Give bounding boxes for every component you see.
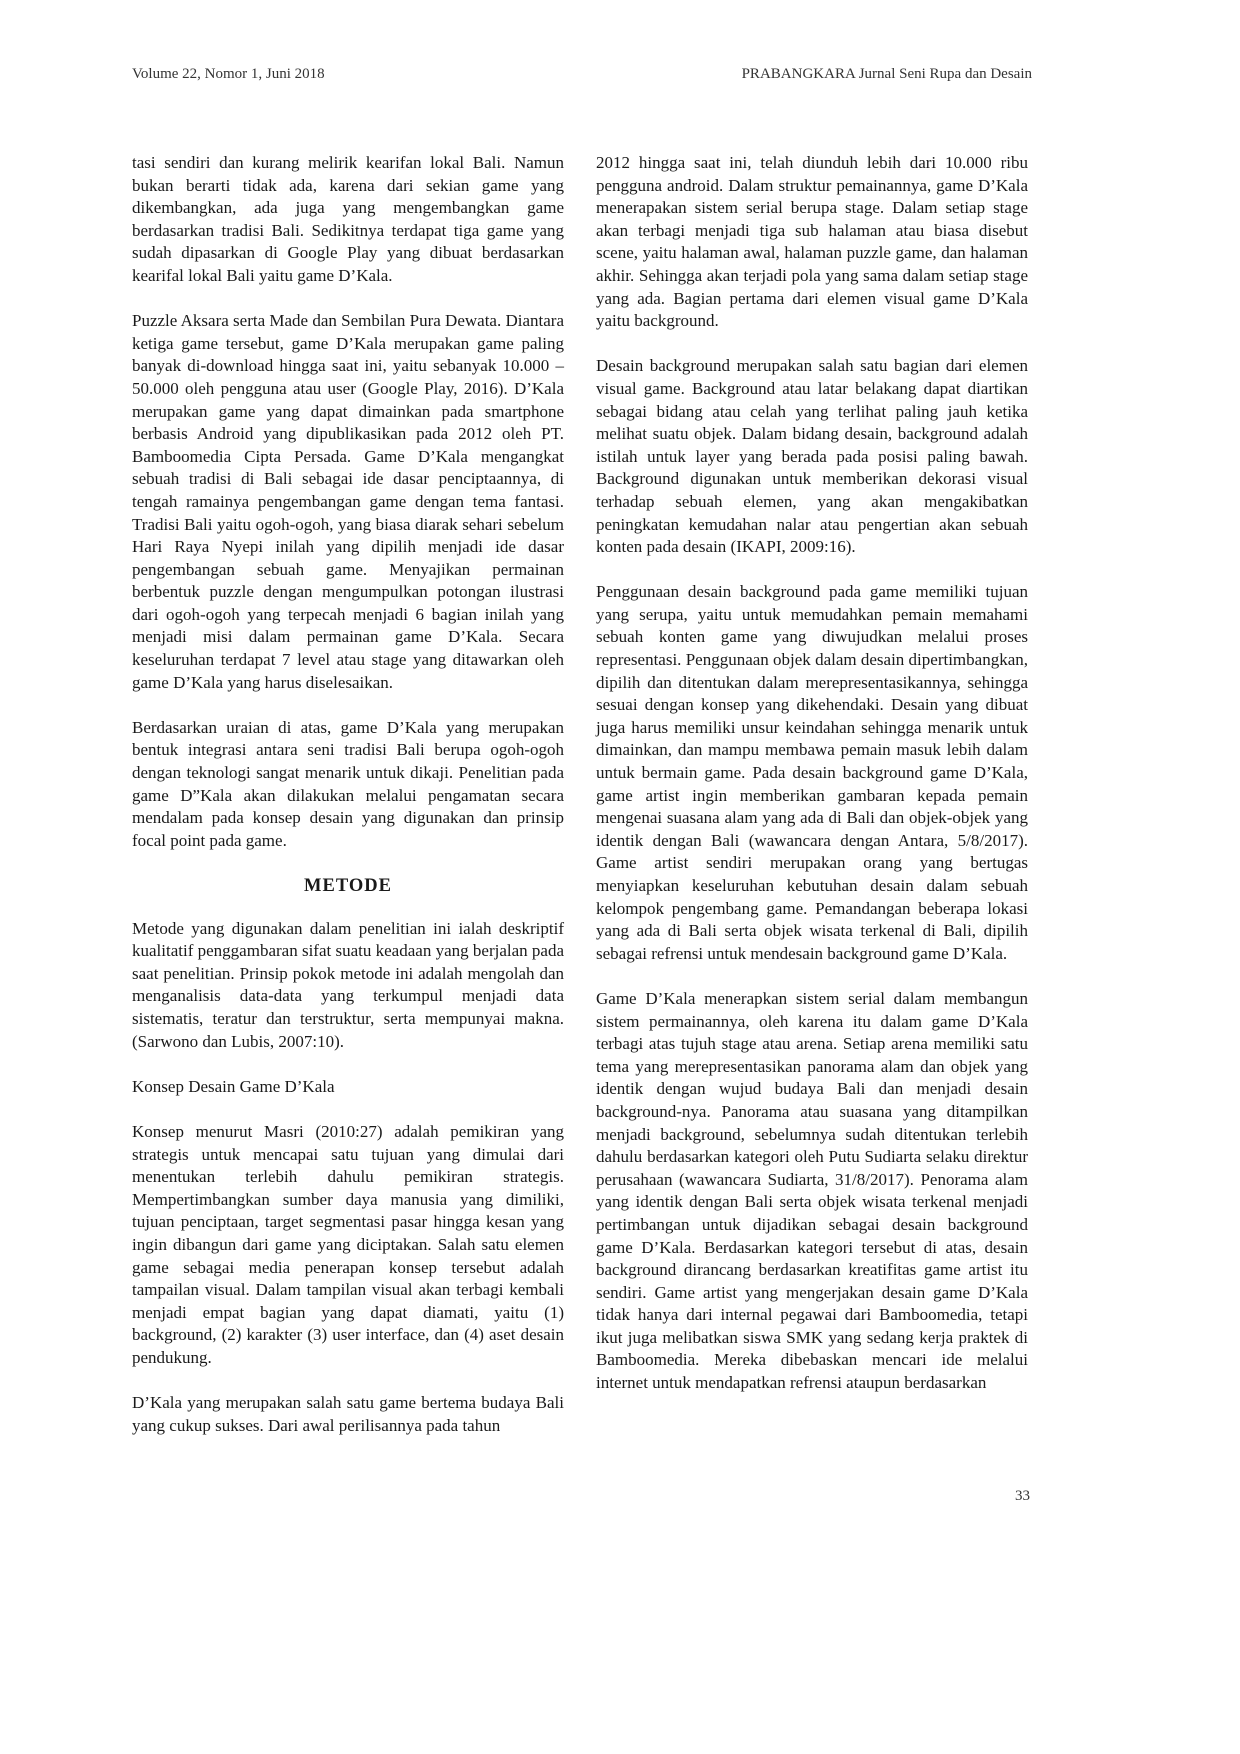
journal-volume: Volume 22, Nomor 1, Juni 2018 <box>132 66 325 82</box>
right-column <box>596 152 1028 1395</box>
page-number: 33 <box>1015 1488 1030 1504</box>
paragraph: Puzzle Aksara serta Made dan Sembilan Pura Dewata. Diantara ketiga game tersebut, game D’Kala merupakan game paling banyak di-download hingga saat ini, yaitu sebanyak 10.000 – 50.000 oleh pengguna atau user (Google Play, 2016). D’Kala merupakan game yang dapat dimainkan pada smartphone berbasis Android yang dipublikasikan pada 2012 oleh PT. Bamboomedia Cipta Persada. Game D’Kala mengangkat sebuah tradisi di Bali sebagai ide dasar penciptaannya, di tengah ramainya pengembangan game dengan tema fantasi. Tradisi Bali yaitu ogoh-ogoh, yang biasa diarak sehari sebelum Hari Raya Nyepi inilah yang dipilih menjadi ide dasar pengembangan sebuah game. Menyajikan permainan berbentuk puzzle dengan mengumpulkan potongan ilustrasi dari ogoh-ogoh yang terpecah menjadi 6 bagian inilah yang menjadi misi dalam permainan game D’Kala. Secara keseluruhan terdapat 7 level atau stage yang ditawarkan oleh game D’Kala yang harus diselesaikan. <box>132 311 564 692</box>
paragraph: 2012 hingga saat ini, telah diunduh lebih dari 10.000 ribu pengguna android. Dalam struktur pemainannya, game D’Kala menerapakan sistem serial berupa stage. Dalam setiap stage akan terbagi menjadi tiga sub halaman atau biasa disebut scene, yaitu halaman awal, halaman puzzle game, dan halaman akhir. Sehingga akan terjadi pola yang sama dalam setiap stage yang ada. Bagian pertama dari elemen visual game D’Kala yaitu background. <box>596 153 1028 331</box>
paragraph: tasi sendiri dan kurang melirik kearifan lokal Bali. Namun bukan berarti tidak ada, karena dari sekian game yang dikembangkan, ada juga yang mengembangkan game berdasarkan tradisi Bali. Sedikitnya terdapat tiga game yang sudah dipasarkan di Google Play yang dibuat berdasarkan kearifal lokal Bali yaitu game D’Kala. <box>132 153 564 285</box>
paragraph: Berdasarkan uraian di atas, game D’Kala yang merupakan bentuk integrasi antara seni tradisi Bali berupa ogoh-ogoh dengan teknologi sangat menarik untuk dikaji. Penelitian pada game D”Kala akan dilakukan melalui pengamatan secara mendalam pada konsep desain yang digunakan dan prinsip focal point pada game. <box>132 717 564 850</box>
journal-title: PRABANGKARA Jurnal Seni Rupa dan Desain <box>741 66 1032 82</box>
paragraph: Metode yang digunakan dalam penelitian ini ialah deskriptif kualitatif penggambaran sifat suatu keadaan yang berjalan pada saat penelitian. Prinsip pokok metode ini adalah mengolah dan menganalisis data-data yang terkumpul menjadi data sistematis, teratur dan terstruktur, serta mempunyai makna. (Sarwono dan Lubis, 2007:10). <box>132 918 564 1051</box>
paragraph: Konsep menurut Masri (2010:27) adalah pemikiran yang strategis untuk mencapai satu tujuan yang dimulai dari menentukan terlebih dahulu pemikiran strategis. Mempertimbangkan sumber daya manusia yang dimiliki, tujuan penciptaan, target segmentasi pasar hingga kesan yang ingin dibangun dari game yang diciptakan. Salah satu elemen game sebagai media penerapan konsep tersebut adalah tampailan visual. Dalam tampilan visual akan terbagi kembali menjadi empat bagian yang dapat diamati, yaitu (1) background, (2) karakter (3) user interface, dan (4) aset desain pendukung. <box>132 1121 564 1367</box>
left-column <box>132 152 564 1437</box>
paragraph: Desain background merupakan salah satu bagian dari elemen visual game. Background atau latar belakang dapat diartikan sebagai bidang atau celah yang terlihat paling jauh ketika melihat suatu objek. Dalam bidang desain, background adalah istilah untuk layer yang berada pada posisi paling bawah. Background digunakan untuk memberikan dekorasi visual terhadap sebuah elemen, yang akan mengakibatkan peningkatan kemudahan nalar atau pengertian akan sebuah konten pada desain (IKAPI, 2009:16). <box>596 356 1028 557</box>
paragraph: D’Kala yang merupakan salah satu game bertema budaya Bali yang cukup sukses. Dari awal perilisannya pada tahun <box>132 1393 564 1435</box>
subsection-heading: Konsep Desain Game D’Kala <box>132 1076 335 1096</box>
section-heading: METODE <box>304 876 392 896</box>
paragraph: Penggunaan desain background pada game memiliki tujuan yang serupa, yaitu untuk memudahkan pemain memahami sebuah konten game yang diwujudkan melalui proses representasi. Penggunaan objek dalam desain dipertimbangkan, dipilih dan ditentukan dalam merepresentasikannya, sehingga sesuai dengan konsep yang dikehendaki. Desain yang dibuat juga harus memiliki unsur keindahan sehingga menarik untuk dimainkan, dan mampu membawa pemain masuk lebih dalam untuk bermain game. Pada desain background game D’Kala, game artist ingin memberikan gambaran kepada pemain mengenai suasana alam yang ada di Bali dan objek-objek yang identik dengan Bali (wawancara dengan Antara, 5/8/2017). Game artist sendiri merupakan orang yang bertugas menyiapkan keseluruhan kebutuhan desain dalam sebuah kelompok pengembang game. Pemandangan beberapa lokasi yang ada di Bali serta objek wisata terkenal di Bali, dipilih sebagai refrensi untuk mendesain background game D’Kala. <box>596 582 1028 963</box>
paragraph: Game D’Kala menerapkan sistem serial dalam membangun sistem permainannya, oleh karena itu dalam game D’Kala terbagi atas tujuh stage atau arena. Setiap arena memiliki satu tema yang merepresentasikan panorama alam dan objek yang identik dengan wujud budaya Bali dan menjadi desain background-nya. Panorama atau suasana yang ditampilkan menjadi background, sebelumnya sudah ditentukan terlebih dahulu berdasarkan kategori oleh Putu Sudiarta selaku direktur perusahaan (wawancara Sudiarta, 31/8/2017). Penorama alam yang identik dengan Bali serta objek wisata terkenal menjadi pertimbangan untuk dijadikan sebagai desain background game D’Kala. Berdasarkan kategori tersebut di atas, desain background dirancang berdasarkan kreatifitas game artist itu sendiri. Game artist yang mengerjakan desain game D’Kala tidak hanya dari internal pegawai dari Bamboomedia, tetapi ikut juga melibatkan siswa SMK yang sedang kerja praktek di Bamboomedia. Mereka dibebaskan mencari ide melalui internet untuk mendapatkan refrensi ataupun berdasarkan <box>596 988 1028 1393</box>
running-header <box>132 66 1032 88</box>
